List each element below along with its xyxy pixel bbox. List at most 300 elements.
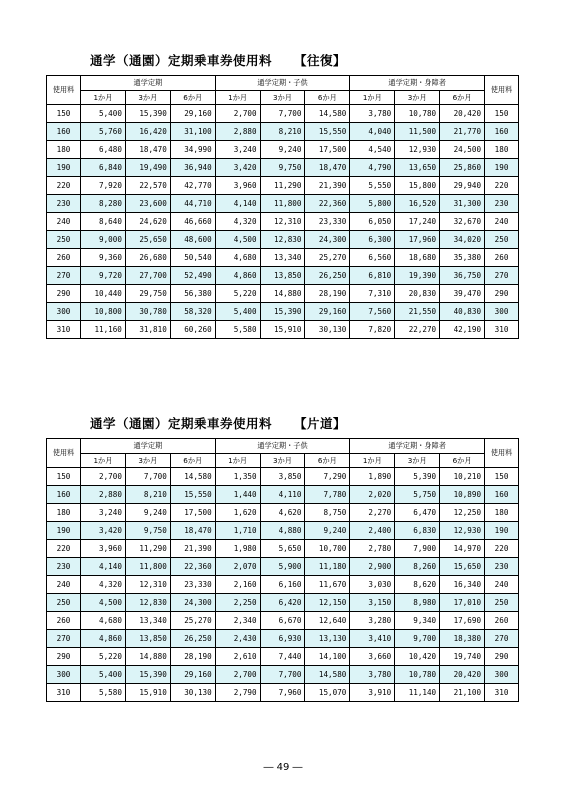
fee-cell: 310 (47, 321, 81, 339)
fee-cell: 150 (485, 105, 519, 123)
price-cell: 12,830 (260, 231, 305, 249)
price-cell: 12,310 (260, 213, 305, 231)
price-cell: 3,030 (350, 576, 395, 594)
price-cell: 7,820 (350, 321, 395, 339)
price-cell: 2,790 (215, 684, 260, 702)
price-cell: 15,800 (395, 177, 440, 195)
group-header: 通学定期 (81, 76, 216, 91)
price-cell: 5,550 (350, 177, 395, 195)
price-cell: 18,470 (125, 141, 170, 159)
fee-cell: 290 (485, 285, 519, 303)
price-cell: 5,400 (215, 303, 260, 321)
price-cell: 44,710 (170, 195, 215, 213)
period-header: 1か月 (350, 90, 395, 105)
price-cell: 4,500 (215, 231, 260, 249)
price-cell: 2,880 (215, 123, 260, 141)
table-row (47, 630, 519, 648)
price-cell: 1,350 (215, 468, 260, 486)
period-header: 3か月 (125, 453, 170, 468)
price-cell: 3,960 (81, 540, 126, 558)
price-cell: 3,410 (350, 630, 395, 648)
price-cell: 10,700 (305, 540, 350, 558)
price-cell: 30,130 (170, 684, 215, 702)
price-cell: 18,680 (395, 249, 440, 267)
price-cell: 4,320 (215, 213, 260, 231)
price-cell: 31,810 (125, 321, 170, 339)
price-cell: 11,670 (305, 576, 350, 594)
price-cell: 11,800 (260, 195, 305, 213)
price-cell: 3,420 (215, 159, 260, 177)
table-row (47, 522, 519, 540)
price-cell: 29,160 (170, 105, 215, 123)
header-row-groups (47, 76, 519, 91)
price-cell: 10,800 (81, 303, 126, 321)
price-cell: 7,700 (260, 666, 305, 684)
price-cell: 8,280 (81, 195, 126, 213)
price-cell: 9,720 (81, 267, 126, 285)
price-cell: 4,680 (81, 612, 126, 630)
price-cell: 8,210 (125, 486, 170, 504)
price-cell: 2,780 (350, 540, 395, 558)
price-cell: 3,910 (350, 684, 395, 702)
price-cell: 14,880 (260, 285, 305, 303)
price-cell: 1,710 (215, 522, 260, 540)
price-cell: 16,520 (395, 195, 440, 213)
price-cell: 11,500 (395, 123, 440, 141)
price-cell: 15,550 (305, 123, 350, 141)
group-header: 通学定期・子供 (215, 439, 350, 454)
price-cell: 12,930 (440, 522, 485, 540)
price-cell: 13,340 (125, 612, 170, 630)
fee-cell: 180 (485, 141, 519, 159)
price-cell: 14,580 (305, 666, 350, 684)
price-cell: 6,300 (350, 231, 395, 249)
table-row (47, 231, 519, 249)
period-header: 6か月 (170, 453, 215, 468)
price-cell: 8,980 (395, 594, 440, 612)
price-cell: 30,780 (125, 303, 170, 321)
fee-cell: 230 (485, 558, 519, 576)
price-cell: 7,700 (260, 105, 305, 123)
table-row (47, 195, 519, 213)
section-title-suffix: 【片道】 (294, 416, 347, 431)
price-cell: 5,220 (215, 285, 260, 303)
price-cell: 2,400 (350, 522, 395, 540)
section-title-text: 通学（通園）定期乗車券使用料 (90, 53, 273, 68)
price-cell: 46,660 (170, 213, 215, 231)
price-cell: 6,810 (350, 267, 395, 285)
fee-cell: 190 (47, 159, 81, 177)
price-cell: 30,130 (305, 321, 350, 339)
price-cell: 13,850 (125, 630, 170, 648)
price-cell: 2,610 (215, 648, 260, 666)
fee-cell: 220 (47, 177, 81, 195)
fee-cell: 220 (47, 540, 81, 558)
price-cell: 2,900 (350, 558, 395, 576)
price-cell: 12,830 (125, 594, 170, 612)
fee-cell: 240 (485, 576, 519, 594)
price-cell: 6,670 (260, 612, 305, 630)
table-row (47, 558, 519, 576)
fee-cell: 250 (47, 231, 81, 249)
price-cell: 3,960 (215, 177, 260, 195)
price-cell: 2,340 (215, 612, 260, 630)
price-cell: 23,330 (170, 576, 215, 594)
table-row (47, 177, 519, 195)
price-cell: 23,600 (125, 195, 170, 213)
fee-cell: 160 (485, 123, 519, 141)
section-title-text: 通学（通園）定期乗車券使用料 (90, 416, 273, 431)
price-cell: 7,900 (395, 540, 440, 558)
price-cell: 24,300 (170, 594, 215, 612)
price-cell: 5,580 (81, 684, 126, 702)
price-cell: 7,440 (260, 648, 305, 666)
price-cell: 25,650 (125, 231, 170, 249)
price-cell: 9,340 (395, 612, 440, 630)
price-cell: 28,190 (170, 648, 215, 666)
fee-cell: 260 (47, 249, 81, 267)
fee-cell: 300 (47, 666, 81, 684)
table-row (47, 141, 519, 159)
table-row (47, 666, 519, 684)
fee-cell: 250 (485, 231, 519, 249)
price-cell: 56,380 (170, 285, 215, 303)
price-cell: 4,790 (350, 159, 395, 177)
price-cell: 9,240 (260, 141, 305, 159)
price-cell: 31,300 (440, 195, 485, 213)
fee-cell: 230 (485, 195, 519, 213)
fee-cell: 290 (485, 648, 519, 666)
price-cell: 17,240 (395, 213, 440, 231)
price-cell: 21,390 (305, 177, 350, 195)
fee-cell: 290 (47, 285, 81, 303)
price-cell: 4,620 (260, 504, 305, 522)
table-row (47, 684, 519, 702)
fee-header-right: 使用料 (485, 76, 519, 105)
price-cell: 26,250 (170, 630, 215, 648)
price-cell: 5,400 (81, 666, 126, 684)
price-cell: 17,690 (440, 612, 485, 630)
price-cell: 22,270 (395, 321, 440, 339)
price-cell: 10,780 (395, 105, 440, 123)
price-cell: 21,100 (440, 684, 485, 702)
price-cell: 34,990 (170, 141, 215, 159)
group-header: 通学定期・子供 (215, 76, 350, 91)
section-title-round-trip (90, 51, 346, 69)
price-cell: 9,700 (395, 630, 440, 648)
period-header: 3か月 (395, 90, 440, 105)
price-cell: 5,400 (81, 105, 126, 123)
price-cell: 4,860 (81, 630, 126, 648)
price-cell: 5,220 (81, 648, 126, 666)
price-cell: 6,420 (260, 594, 305, 612)
price-cell: 3,780 (350, 666, 395, 684)
price-cell: 12,250 (440, 504, 485, 522)
fee-cell: 160 (485, 486, 519, 504)
price-cell: 15,910 (260, 321, 305, 339)
price-cell: 3,280 (350, 612, 395, 630)
fee-cell: 240 (47, 213, 81, 231)
price-cell: 5,650 (260, 540, 305, 558)
price-cell: 5,900 (260, 558, 305, 576)
price-cell: 12,150 (305, 594, 350, 612)
price-cell: 3,420 (81, 522, 126, 540)
price-cell: 9,240 (305, 522, 350, 540)
price-cell: 18,470 (305, 159, 350, 177)
price-cell: 2,700 (215, 666, 260, 684)
price-cell: 28,190 (305, 285, 350, 303)
group-header: 通学定期・身障者 (350, 439, 485, 454)
price-cell: 36,940 (170, 159, 215, 177)
price-cell: 2,430 (215, 630, 260, 648)
fee-cell: 150 (485, 468, 519, 486)
price-cell: 8,640 (81, 213, 126, 231)
price-cell: 12,930 (395, 141, 440, 159)
fee-header-left: 使用料 (47, 76, 81, 105)
price-cell: 3,660 (350, 648, 395, 666)
price-cell: 36,750 (440, 267, 485, 285)
price-cell: 17,960 (395, 231, 440, 249)
price-cell: 2,700 (215, 105, 260, 123)
price-cell: 19,740 (440, 648, 485, 666)
price-cell: 4,540 (350, 141, 395, 159)
price-cell: 6,050 (350, 213, 395, 231)
price-cell: 8,620 (395, 576, 440, 594)
price-cell: 22,360 (305, 195, 350, 213)
price-cell: 13,650 (395, 159, 440, 177)
price-cell: 24,300 (305, 231, 350, 249)
price-cell: 34,020 (440, 231, 485, 249)
period-header: 1か月 (350, 453, 395, 468)
fee-cell: 190 (485, 522, 519, 540)
fee-cell: 260 (485, 249, 519, 267)
price-cell: 10,420 (395, 648, 440, 666)
price-cell: 14,970 (440, 540, 485, 558)
price-cell: 15,390 (125, 105, 170, 123)
fee-cell: 230 (47, 558, 81, 576)
table-row (47, 576, 519, 594)
table-row (47, 303, 519, 321)
price-cell: 21,770 (440, 123, 485, 141)
price-cell: 2,270 (350, 504, 395, 522)
price-cell: 7,700 (125, 468, 170, 486)
table-row (47, 468, 519, 486)
price-cell: 5,760 (81, 123, 126, 141)
price-cell: 1,440 (215, 486, 260, 504)
fee-cell: 150 (47, 105, 81, 123)
price-cell: 11,290 (260, 177, 305, 195)
price-cell: 2,880 (81, 486, 126, 504)
price-cell: 4,140 (81, 558, 126, 576)
price-cell: 25,270 (305, 249, 350, 267)
price-cell: 11,800 (125, 558, 170, 576)
price-cell: 5,800 (350, 195, 395, 213)
table-row (47, 285, 519, 303)
price-cell: 3,850 (260, 468, 305, 486)
price-cell: 25,270 (170, 612, 215, 630)
fee-cell: 310 (485, 321, 519, 339)
price-cell: 10,210 (440, 468, 485, 486)
price-cell: 35,380 (440, 249, 485, 267)
fee-cell: 160 (47, 486, 81, 504)
price-cell: 32,670 (440, 213, 485, 231)
price-cell: 11,140 (395, 684, 440, 702)
price-cell: 42,190 (440, 321, 485, 339)
price-cell: 16,420 (125, 123, 170, 141)
price-cell: 15,650 (440, 558, 485, 576)
fee-cell: 180 (47, 504, 81, 522)
fee-cell: 300 (47, 303, 81, 321)
price-cell: 4,680 (215, 249, 260, 267)
table-row (47, 504, 519, 522)
price-cell: 4,860 (215, 267, 260, 285)
period-header: 1か月 (215, 90, 260, 105)
header-row-periods (47, 453, 519, 468)
price-cell: 6,840 (81, 159, 126, 177)
price-cell: 5,580 (215, 321, 260, 339)
price-cell: 58,320 (170, 303, 215, 321)
period-header: 3か月 (125, 90, 170, 105)
price-cell: 10,890 (440, 486, 485, 504)
fee-header-right: 使用料 (485, 439, 519, 468)
price-cell: 3,240 (81, 504, 126, 522)
fee-cell: 290 (47, 648, 81, 666)
page-number: ― 49 ― (263, 762, 303, 773)
price-cell: 11,160 (81, 321, 126, 339)
price-cell: 4,320 (81, 576, 126, 594)
period-header: 3か月 (260, 90, 305, 105)
fee-cell: 310 (47, 684, 81, 702)
price-cell: 50,540 (170, 249, 215, 267)
price-cell: 20,420 (440, 666, 485, 684)
price-cell: 60,260 (170, 321, 215, 339)
price-cell: 2,020 (350, 486, 395, 504)
price-cell: 5,390 (395, 468, 440, 486)
price-cell: 25,860 (440, 159, 485, 177)
fee-cell: 250 (485, 594, 519, 612)
price-cell: 9,000 (81, 231, 126, 249)
price-cell: 6,160 (260, 576, 305, 594)
price-cell: 1,980 (215, 540, 260, 558)
table-row (47, 648, 519, 666)
period-header: 6か月 (305, 453, 350, 468)
price-cell: 4,110 (260, 486, 305, 504)
group-header: 通学定期・身障者 (350, 76, 485, 91)
fare-table-one-way (46, 438, 519, 702)
price-cell: 2,070 (215, 558, 260, 576)
price-cell: 8,750 (305, 504, 350, 522)
fee-cell: 230 (47, 195, 81, 213)
table-row (47, 486, 519, 504)
header-row-periods (47, 90, 519, 105)
price-cell: 8,260 (395, 558, 440, 576)
price-cell: 17,500 (170, 504, 215, 522)
price-cell: 18,380 (440, 630, 485, 648)
price-cell: 3,240 (215, 141, 260, 159)
fee-cell: 250 (47, 594, 81, 612)
group-header: 通学定期 (81, 439, 216, 454)
fee-cell: 190 (485, 159, 519, 177)
price-cell: 14,580 (170, 468, 215, 486)
header-row-groups (47, 439, 519, 454)
table-row (47, 612, 519, 630)
fee-header-left: 使用料 (47, 439, 81, 468)
price-cell: 48,600 (170, 231, 215, 249)
table-row (47, 321, 519, 339)
price-cell: 22,360 (170, 558, 215, 576)
price-cell: 14,580 (305, 105, 350, 123)
table-row (47, 267, 519, 285)
price-cell: 42,770 (170, 177, 215, 195)
price-cell: 10,440 (81, 285, 126, 303)
price-cell: 13,130 (305, 630, 350, 648)
fare-table-round-trip (46, 75, 519, 339)
table-row (47, 213, 519, 231)
price-cell: 3,150 (350, 594, 395, 612)
period-header: 1か月 (81, 453, 126, 468)
price-cell: 18,470 (170, 522, 215, 540)
price-cell: 7,920 (81, 177, 126, 195)
price-cell: 29,750 (125, 285, 170, 303)
price-cell: 13,850 (260, 267, 305, 285)
price-cell: 9,750 (125, 522, 170, 540)
price-cell: 26,680 (125, 249, 170, 267)
price-cell: 6,470 (395, 504, 440, 522)
price-cell: 31,100 (170, 123, 215, 141)
price-cell: 19,390 (395, 267, 440, 285)
price-cell: 15,070 (305, 684, 350, 702)
price-cell: 20,420 (440, 105, 485, 123)
price-cell: 9,240 (125, 504, 170, 522)
table-row (47, 105, 519, 123)
price-cell: 19,490 (125, 159, 170, 177)
fee-cell: 220 (485, 540, 519, 558)
period-header: 6か月 (440, 453, 485, 468)
period-header: 1か月 (81, 90, 126, 105)
price-cell: 1,620 (215, 504, 260, 522)
price-cell: 16,340 (440, 576, 485, 594)
table-row (47, 123, 519, 141)
price-cell: 21,390 (170, 540, 215, 558)
fee-cell: 270 (47, 267, 81, 285)
price-cell: 8,210 (260, 123, 305, 141)
table-row (47, 159, 519, 177)
fee-cell: 150 (47, 468, 81, 486)
price-cell: 7,310 (350, 285, 395, 303)
price-cell: 10,780 (395, 666, 440, 684)
fee-cell: 160 (47, 123, 81, 141)
price-cell: 17,500 (305, 141, 350, 159)
price-cell: 17,010 (440, 594, 485, 612)
price-cell: 7,560 (350, 303, 395, 321)
price-cell: 9,360 (81, 249, 126, 267)
price-cell: 2,250 (215, 594, 260, 612)
price-cell: 15,390 (125, 666, 170, 684)
section-title-one-way (90, 414, 346, 432)
fee-cell: 240 (47, 576, 81, 594)
fee-cell: 240 (485, 213, 519, 231)
price-cell: 11,290 (125, 540, 170, 558)
price-cell: 23,330 (305, 213, 350, 231)
price-cell: 40,830 (440, 303, 485, 321)
price-cell: 6,930 (260, 630, 305, 648)
price-cell: 4,880 (260, 522, 305, 540)
fee-cell: 220 (485, 177, 519, 195)
price-cell: 15,910 (125, 684, 170, 702)
price-cell: 12,310 (125, 576, 170, 594)
price-cell: 12,640 (305, 612, 350, 630)
table-row (47, 540, 519, 558)
